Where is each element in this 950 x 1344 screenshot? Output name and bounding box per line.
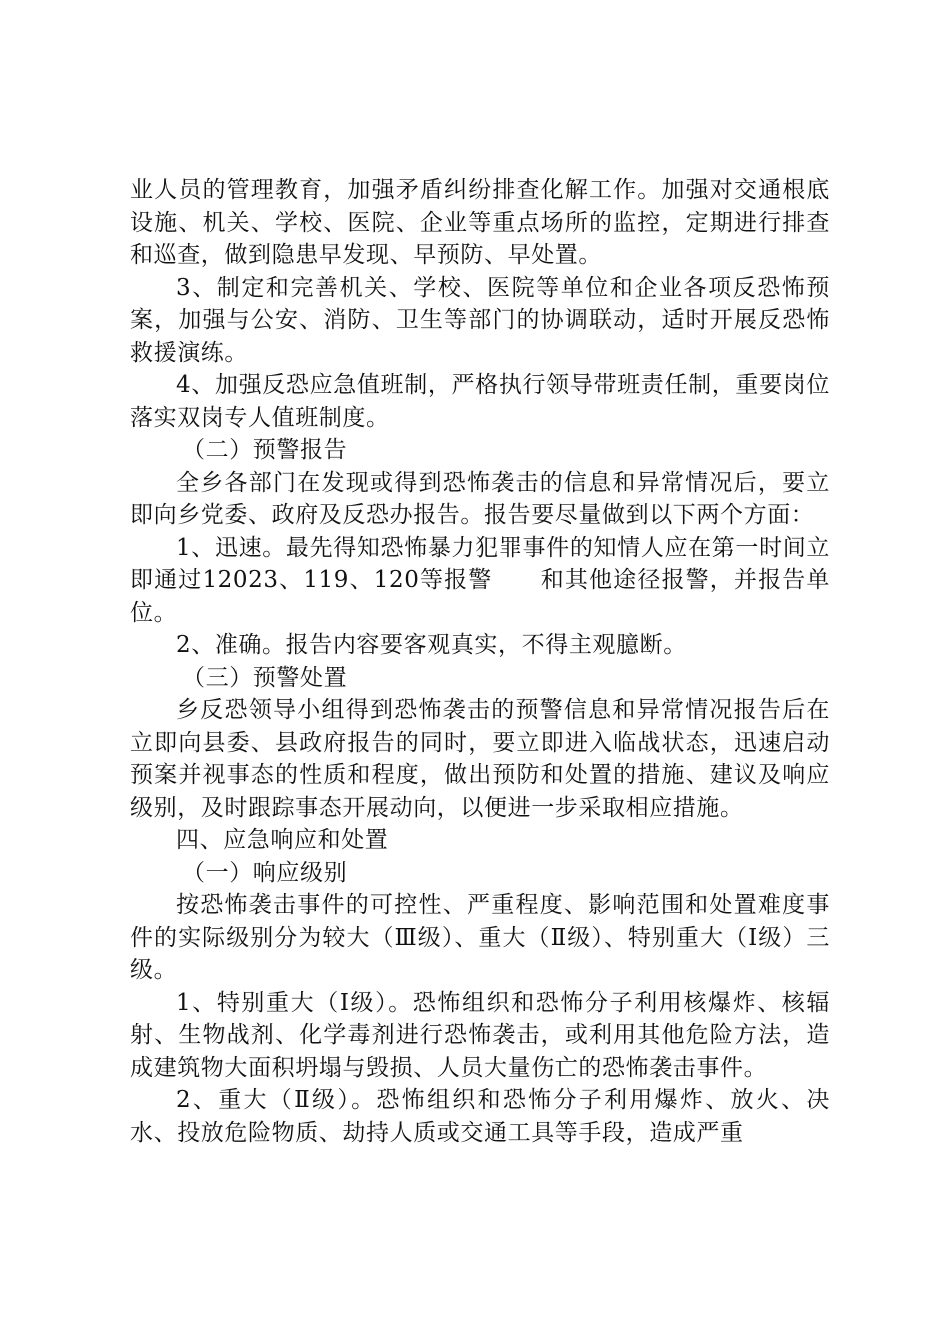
paragraph-item-4: 4、加强反恐应急值班制，严格执行领导带班责任制，重要岗位落实双岗专人值班制度。	[130, 372, 830, 431]
paragraph-level-2: 2、重大（Ⅱ级）。恐怖组织和恐怖分子利用爆炸、放火、决水、投放危险物质、劫持人质或交通工具等手段，造成严重	[130, 1087, 830, 1146]
paragraph-item-3: 3、制定和完善机关、学校、医院等单位和企业各项反恐怖预案，加强与公安、消防、卫生等部门的协调联动，适时开展反恐怖救援演练。	[130, 274, 830, 366]
paragraph-report-accuracy: 2、准确。报告内容要客观真实，不得主观臆断。	[176, 632, 687, 658]
paragraph-continuation: 业人员的管理教育，加强矛盾纠纷排查化解工作。加强对交通根底设施、机关、学校、医院、企业等重点场所的监控，定期进行排查和巡查，做到隐患早发现、早预防、早处置。	[130, 177, 830, 268]
heading-emergency-response: 四、应急响应和处置	[176, 827, 389, 853]
subheading-warning-report: （二）预警报告	[182, 437, 348, 463]
subheading-warning-handling: （三）预警处置	[182, 664, 348, 691]
paragraph-handling: 乡反恐领导小组得到恐怖袭击的预警信息和异常情况报告后在立即向县委、县政府报告的同时，要立即进入临战状态，迅速启动预案并视事态的性质和程度，做出预防和处置的措施、建议及响应级别，及时跟踪事态开展动向，以便进一步采取相应措施。	[130, 697, 830, 821]
paragraph-level-1: 1、特别重大（Ⅰ级）。恐怖组织和恐怖分子利用核爆炸、核辐射、生物战剂、化学毒剂进行恐怖袭击，或利用其他危险方法，造成建筑物大面积坍塌与毁损、人员大量伤亡的恐怖袭击事件。	[130, 989, 830, 1081]
document-body	[130, 174, 830, 1149]
paragraph-report-intro: 全乡各部门在发现或得到恐怖袭击的信息和异常情况后，要立即向乡党委、政府及反恐办报告。报告要尽量做到以下两个方面：	[130, 469, 830, 528]
paragraph-levels: 按恐怖袭击事件的可控性、严重程度、影响范围和处置难度事件的实际级别分为较大（Ⅲ级）、重大（Ⅱ级）、特别重大（Ⅰ级）三级。	[130, 892, 830, 983]
subheading-response-level: （一）响应级别	[182, 859, 348, 886]
paragraph-report-speed: 1、迅速。最先得知恐怖暴力犯罪事件的知情人应在第一时间立即通过12023、119、120等报警 和其他途径报警，并报告单位。	[130, 534, 830, 626]
